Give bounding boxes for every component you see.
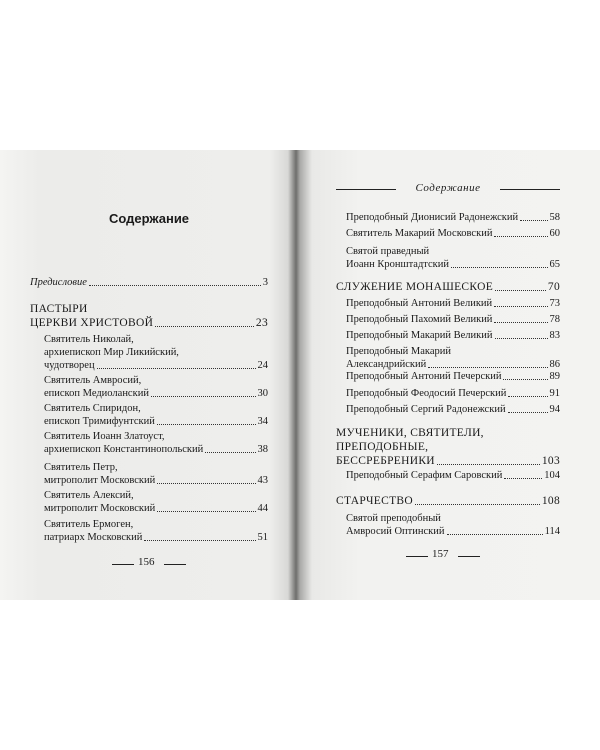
- leader-dots: [451, 266, 547, 268]
- toc-entry-nikolai: [44, 333, 268, 372]
- leader-dots: [437, 463, 540, 465]
- entry-page: 91: [549, 388, 560, 399]
- entry-text: епископ Тримифунтский: [44, 416, 155, 427]
- leader-dots: [157, 423, 256, 425]
- leader-dots: [415, 503, 540, 505]
- entry-page: 103: [541, 455, 560, 467]
- folio-ornament-right: [164, 564, 186, 565]
- toc-entry-amvrosiy: [44, 374, 268, 400]
- entry-page: 73: [549, 298, 560, 309]
- background-bottom: [0, 600, 600, 750]
- leader-dots: [155, 325, 254, 327]
- toc-entry-petr: [44, 461, 268, 487]
- toc-entry-spiridon: [44, 402, 268, 428]
- folio-ornament-right: [458, 556, 480, 557]
- entry-page: 38: [257, 444, 268, 455]
- entry-page: 108: [541, 495, 560, 507]
- toc-entry-pakhomiy: [346, 313, 560, 326]
- toc-entry-preface: [30, 276, 268, 289]
- entry-page: 43: [257, 475, 268, 486]
- leader-dots: [157, 482, 255, 484]
- entry-text: митрополит Московский: [44, 475, 156, 486]
- toc-entry-makariy-aleksandriyskiy: [346, 345, 560, 371]
- toc-entry-sergiy-radonezhskiy: [346, 403, 560, 416]
- entry-text: Преподобный Серафим Саровский: [346, 470, 503, 481]
- entry-page: 114: [544, 526, 560, 537]
- entry-text: Иоанн Кронштадтский: [346, 259, 450, 270]
- entry-text: МУЧЕНИКИ, СВЯТИТЕЛИ,: [336, 427, 484, 439]
- entry-text: Преподобный Антоний Печерский: [346, 371, 502, 382]
- entry-page: 44: [257, 503, 268, 514]
- leader-dots: [89, 284, 261, 286]
- entry-page: 30: [257, 388, 268, 399]
- entry-text: Преподобный Сергий Радонежский: [346, 404, 506, 415]
- entry-page: 65: [549, 259, 560, 270]
- entry-text: епископ Медиоланский: [44, 388, 149, 399]
- entry-page: 94: [549, 404, 560, 415]
- entry-text: ЦЕРКВИ ХРИСТОВОЙ: [30, 317, 154, 329]
- entry-text: Святитель Ермоген,: [44, 519, 134, 530]
- entry-page: 60: [549, 228, 560, 239]
- entry-text: Святой праведный: [346, 246, 430, 257]
- entry-text: Александрийский: [346, 359, 427, 370]
- entry-text: патриарх Московский: [44, 532, 143, 543]
- entry-text: Преподобный Пахомий Великий: [346, 314, 493, 325]
- toc-entry-makariy-velikiy: [346, 329, 560, 342]
- leader-dots: [157, 510, 255, 512]
- entry-text: Преподобный Антоний Великий: [346, 298, 493, 309]
- entry-text: Преподобный Макарий: [346, 346, 451, 357]
- entry-page: 104: [544, 470, 560, 481]
- entry-text: СЛУЖЕНИЕ МОНАШЕСКОЕ: [336, 281, 494, 293]
- entry-text: ПРЕПОДОБНЫЕ,: [336, 441, 429, 453]
- toc-entry-feodosiy-pecherskiy: [346, 387, 560, 400]
- entry-page: 51: [257, 532, 268, 543]
- entry-text: БЕССРЕБРЕНИКИ: [336, 455, 435, 467]
- entry-text: Святитель Алексий,: [44, 490, 134, 501]
- toc-entry-section-starchestvo: [336, 494, 560, 508]
- entry-text: Святитель Спиридон,: [44, 403, 141, 414]
- entry-text: Амвросий Оптинский: [346, 526, 445, 537]
- leader-dots: [504, 477, 542, 479]
- toc-entry-antoniy-pecherskiy: [346, 370, 560, 383]
- toc-entry-section-pastors: [30, 302, 268, 330]
- toc-entry-dionisiy: [346, 211, 560, 224]
- leader-dots: [494, 235, 547, 237]
- entry-text: Святитель Макарий Московский: [346, 228, 493, 239]
- entry-page: 58: [549, 212, 560, 223]
- leader-dots: [495, 337, 548, 339]
- toc-entry-section-martyrs: [336, 426, 560, 468]
- entry-page: 24: [257, 360, 268, 371]
- entry-text: Святитель Иоанн Златоуст,: [44, 431, 165, 442]
- toc-entry-ermogen: [44, 518, 268, 544]
- entry-text: митрополит Московский: [44, 503, 156, 514]
- toc-title: Содержание: [108, 211, 190, 226]
- leader-dots: [495, 289, 546, 291]
- running-head: Содержание: [415, 182, 481, 194]
- entry-text: Святой преподобный: [346, 513, 441, 524]
- leader-dots: [508, 395, 547, 397]
- leader-dots: [97, 367, 256, 369]
- toc-entry-ioann-kronshtadtskiy: [346, 245, 560, 271]
- folio-ornament-left: [406, 556, 428, 557]
- entry-page: 34: [257, 416, 268, 427]
- entry-text: архиепископ Мир Ликийский,: [44, 347, 179, 358]
- leader-dots: [447, 533, 543, 535]
- leader-dots: [520, 219, 547, 221]
- leader-dots: [151, 395, 256, 397]
- folio-ornament-left: [112, 564, 134, 565]
- entry-text: чудотворец: [44, 360, 95, 371]
- entry-page: 89: [549, 371, 560, 382]
- leader-dots: [494, 305, 547, 307]
- toc-entry-amvrosiy-optinskiy: [346, 512, 560, 538]
- entry-text: ПАСТЫРИ: [30, 303, 88, 315]
- entry-text: СТАРЧЕСТВО: [336, 495, 413, 507]
- entry-text: Преподобный Макарий Великий: [346, 330, 493, 341]
- toc-entry-makariy-moskovskiy: [346, 227, 560, 240]
- entry-text: архиепископ Константинопольский: [44, 444, 204, 455]
- entry-text: Святитель Николай,: [44, 334, 134, 345]
- toc-entry-aleksiy: [44, 489, 268, 515]
- running-head-ornament-right: [500, 189, 560, 190]
- entry-page: 23: [255, 317, 268, 329]
- leader-dots: [503, 378, 547, 380]
- leader-dots: [428, 366, 547, 368]
- page-number-left: 156: [138, 556, 155, 568]
- entry-page: 78: [549, 314, 560, 325]
- entry-text: Святитель Амвросий,: [44, 375, 142, 386]
- page-number-right: 157: [432, 548, 449, 560]
- leader-dots: [508, 411, 548, 413]
- toc-entry-serafim-sarovskiy: [346, 469, 560, 482]
- entry-page: 83: [549, 330, 560, 341]
- entry-text: Преподобный Феодосий Печерский: [346, 388, 507, 399]
- toc-entry-zlatoust: [44, 430, 268, 456]
- toc-entry-section-monastic: [336, 280, 560, 294]
- leader-dots: [494, 321, 547, 323]
- entry-text: Преподобный Дионисий Радонежский: [346, 212, 519, 223]
- entry-text: Святитель Петр,: [44, 462, 118, 473]
- leader-dots: [144, 539, 255, 541]
- entry-page: 3: [262, 277, 268, 288]
- entry-page: 70: [547, 281, 560, 293]
- entry-page: 86: [549, 359, 560, 370]
- background-top: [0, 0, 600, 150]
- leader-dots: [205, 451, 255, 453]
- entry-text: Предисловие: [30, 277, 87, 288]
- toc-entry-antoniy-velikiy: [346, 297, 560, 310]
